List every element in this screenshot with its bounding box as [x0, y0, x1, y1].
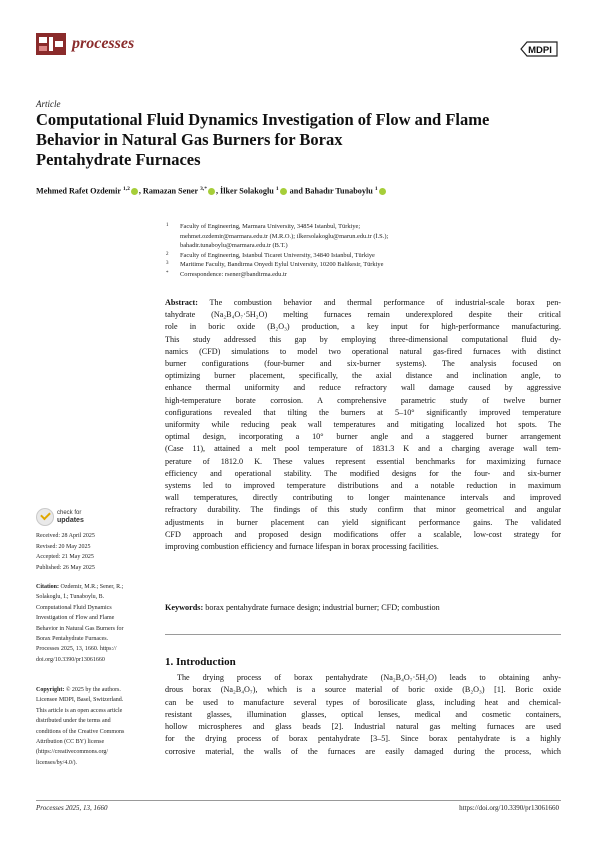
affiliation-mark: 2	[166, 251, 169, 257]
abstract-text: The combustion behavior and thermal performance of industrial-scale borax pen-	[209, 298, 561, 307]
author-separator: ,	[215, 186, 221, 196]
author-separator: and	[287, 186, 305, 196]
date-revised: Revised: 20 May 2025	[36, 543, 91, 550]
body-line: corrosive material, the walls of the furnaces are easily damaged during the process, which	[165, 746, 561, 756]
abstract-line: This study addressed this gap by employing three-dimensional computational fluid dy-	[165, 334, 561, 344]
abstract-line: perature of 1812.0 K. These values represent essential benchmarks for maximizing furnace	[165, 456, 561, 466]
title-line: Behavior in Natural Gas Burners for Borax	[36, 130, 343, 149]
section-heading: 1. Introduction	[165, 656, 236, 668]
body-line: hollow microspheres and glass beads [2]. Industrial natural gas melting furnaces are used	[165, 722, 561, 732]
citation-line: Borax Pentahydrate Furnaces.	[36, 636, 109, 643]
footer-doi-link[interactable]: https://doi.org/10.3390/pr13061660	[459, 804, 559, 812]
section-divider	[165, 634, 561, 635]
orcid-icon[interactable]	[379, 188, 386, 195]
affiliation-line: Faculty of Engineering, Istanbul Ticaret University, 34840 Istanbul, Türkiye	[180, 251, 375, 259]
orcid-icon[interactable]	[208, 188, 215, 195]
abstract-line: uniformity while reducing peak wall temperatures and mitigating localized hot spots. The	[165, 420, 561, 430]
copyright-block	[36, 685, 154, 768]
introduction-text	[165, 672, 561, 758]
affiliation-line: Faculty of Engineering, Marmara University, 34854 Istanbul, Türkiye;	[180, 223, 361, 230]
author-name[interactable]: Bahadır Tunaboylu	[304, 186, 373, 196]
abstract	[165, 297, 561, 553]
affiliation-line[interactable]: mehmet.ozdemir@marmara.edu.tr (M.R.O.); ilkersolakoglu@marun.edu.tr (İ.S.);	[180, 232, 389, 240]
author-affiliation-mark: 1	[275, 186, 279, 192]
title-line: Computational Fluid Dynamics Investigation of Flow and Flame	[36, 110, 490, 129]
body-line: The drying process of borax pentahydrate (Na₂B₄O₇·5H₂O) leads to obtaining anhy-	[177, 673, 561, 682]
journal-logo-icon	[36, 33, 66, 55]
copyright-text: © 2025 by the authors.	[64, 687, 121, 693]
abstract-line: enhance thermal uniformity and reduce refractory wall damage caused by aggressive	[165, 383, 561, 393]
affiliations	[166, 222, 566, 280]
abstract-label: Abstract:	[165, 298, 198, 307]
date-published: Published: 26 May 2025	[36, 564, 95, 571]
author-affiliation-mark: 1,2	[122, 186, 130, 192]
citation-line: Processes 2025, 13, 1660. https://	[36, 646, 117, 653]
body-line: drous borax (Na₂B₄O₇), which is a source material of boric oxide (B₂O₃) [1]. Boric oxide	[165, 685, 561, 695]
body-line: for the drying process of borax pentahydrate [3–5]. Since borax pentahydrate is a highly	[165, 734, 561, 744]
publisher-name: MDPI	[528, 45, 552, 56]
abstract-line: configurations revealed that tilting the burners at 5–10° significantly improved temperature	[165, 407, 561, 417]
citation-line: Investigation of Flow and Flame	[36, 615, 115, 622]
abstract-line: adjustments in burner placement can yield significant performance gains. The validated	[165, 517, 561, 527]
keywords-text: borax pentahydrate furnace design; industrial burner; CFD; combustion	[205, 603, 440, 612]
citation-line: Solakoglu, İ.; Tunaboylu, B.	[36, 594, 105, 601]
affiliation-mark: *	[166, 270, 169, 276]
author-name[interactable]: Mehmed Rafet Ozdemir	[36, 186, 121, 196]
citation-line: Behavior in Natural Gas Burners for	[36, 625, 124, 632]
body-line: resistant glasses, illumination glasses, optical lenses, medical and cosmetic containers,	[165, 709, 561, 719]
citation-line	[36, 582, 154, 592]
affiliation-mark: 3	[166, 261, 169, 267]
abstract-line: efficiency and operational stability. The modified designs for the four- and six-burner	[165, 468, 561, 478]
citation-label: Citation:	[36, 584, 59, 590]
author-affiliation-mark: 1	[374, 186, 378, 192]
keywords-label: Keywords:	[165, 603, 204, 612]
abstract-line: role in boric oxide (B₂O₃) production, a key input for high-performance manufacturing.	[165, 322, 561, 332]
publication-dates	[36, 531, 95, 573]
copyright-line: distributed under the terms and	[36, 718, 111, 725]
citation-text: Ozdemir, M.R.; Sener, R.;	[59, 584, 124, 590]
abstract-line: CFD approach and proposed design modifications offer a scalable, low-cost strategy for	[165, 529, 561, 539]
keywords	[165, 603, 440, 612]
affiliation-item	[166, 251, 566, 261]
author-separator: ,	[138, 186, 143, 196]
citation-line: Computational Fluid Dynamics	[36, 604, 112, 611]
check-updates-label	[57, 509, 84, 525]
body-line: can be used to manufacture several types of borosilicate glass, including heat and chemical-	[165, 697, 561, 707]
footer-citation: Processes 2025, 13, 1660	[36, 804, 108, 812]
copyright-line: Attribution (CC BY) license	[36, 739, 105, 746]
affiliation-line[interactable]: Correspondence: rsener@bandirma.edu.tr	[180, 270, 287, 278]
author-name[interactable]: Ramazan Sener	[142, 186, 199, 196]
author-affiliation-mark: 3,*	[200, 186, 207, 192]
mdpi-logo-icon[interactable]	[519, 40, 559, 58]
abstract-line: (Case 11), attained a melt pool temperature of 1831.3 K and a charging average wall tem-	[165, 444, 561, 454]
affiliation-line: Maritime Faculty, Bandirma Onyedi Eylul University, 10200 Balikesir, Türkiye	[180, 261, 384, 269]
abstract-line: improving combustion efficiency and furnace lifespan in borax processing facilities.	[165, 542, 439, 552]
author-name[interactable]: İlker Solakoglu	[220, 186, 274, 196]
affiliation-item	[166, 222, 566, 251]
affiliation-mark: 1	[166, 223, 169, 228]
date-accepted: Accepted: 21 May 2025	[36, 554, 94, 561]
abstract-line: optimizing burner placement, specifically, the axial distance and inclination angle, to	[165, 371, 561, 381]
copyright-line	[36, 685, 154, 695]
article-title	[36, 110, 561, 170]
abstract-line	[165, 297, 561, 309]
check-updates-icon	[36, 508, 54, 526]
abstract-line: high-temperature borate corrosion. A comprehensive parametric study of twelve burner	[165, 395, 561, 405]
copyright-label: Copyright:	[36, 687, 65, 693]
article-type: Article	[36, 99, 61, 109]
abstract-line: burner configurations (four-burner and six-burner systems). The analysis focused on	[165, 359, 561, 369]
affiliation-item	[166, 260, 566, 270]
date-received: Received: 28 April 2025	[36, 533, 95, 539]
title-line: Pentahydrate Furnaces	[36, 150, 201, 169]
abstract-line: tahydrate (Na₂B₄O₇·5H₂O) melting furnaces remain underexplored despite their critical	[165, 310, 561, 320]
author-list	[36, 186, 566, 196]
orcid-icon[interactable]	[280, 188, 287, 195]
abstract-line: wall temperatures, directly contributing to longer maintenance intervals and improved	[165, 493, 561, 503]
check-for-updates-button[interactable]	[36, 508, 116, 528]
abstract-line: namics (CFD) simulations to model two operational natural gas-fired furnaces with distinct	[165, 346, 561, 356]
citation-doi-link[interactable]: doi.org/10.3390/pr13061660	[36, 656, 105, 663]
abstract-line: optimal design, incorporating a 10° burner angle and a staggered burner arrangement	[165, 432, 561, 442]
check-updates-line: check for	[57, 510, 82, 516]
license-link[interactable]: (https://creativecommons.org/	[36, 749, 109, 756]
footer-divider	[36, 800, 561, 801]
abstract-line: systems led to improved temperature distributions and a notable reduction in maximum	[165, 481, 561, 491]
affiliation-line[interactable]: bahadir.tunaboylu@marmara.edu.tr (B.T.)	[180, 242, 288, 250]
journal-name[interactable]: processes	[72, 35, 135, 52]
copyright-line: This article is an open access article	[36, 707, 123, 714]
abstract-line: refractory durability. The findings of this study confirm that minor geometrical and angular	[165, 505, 561, 515]
copyright-line: Licensee MDPI, Basel, Switzerland.	[36, 697, 124, 704]
citation-block	[36, 582, 154, 665]
license-link[interactable]: licenses/by/4.0/).	[36, 759, 77, 766]
check-updates-line: updates	[57, 517, 84, 524]
orcid-icon[interactable]	[131, 188, 138, 195]
affiliation-item	[166, 270, 566, 280]
copyright-line: conditions of the Creative Commons	[36, 728, 125, 735]
